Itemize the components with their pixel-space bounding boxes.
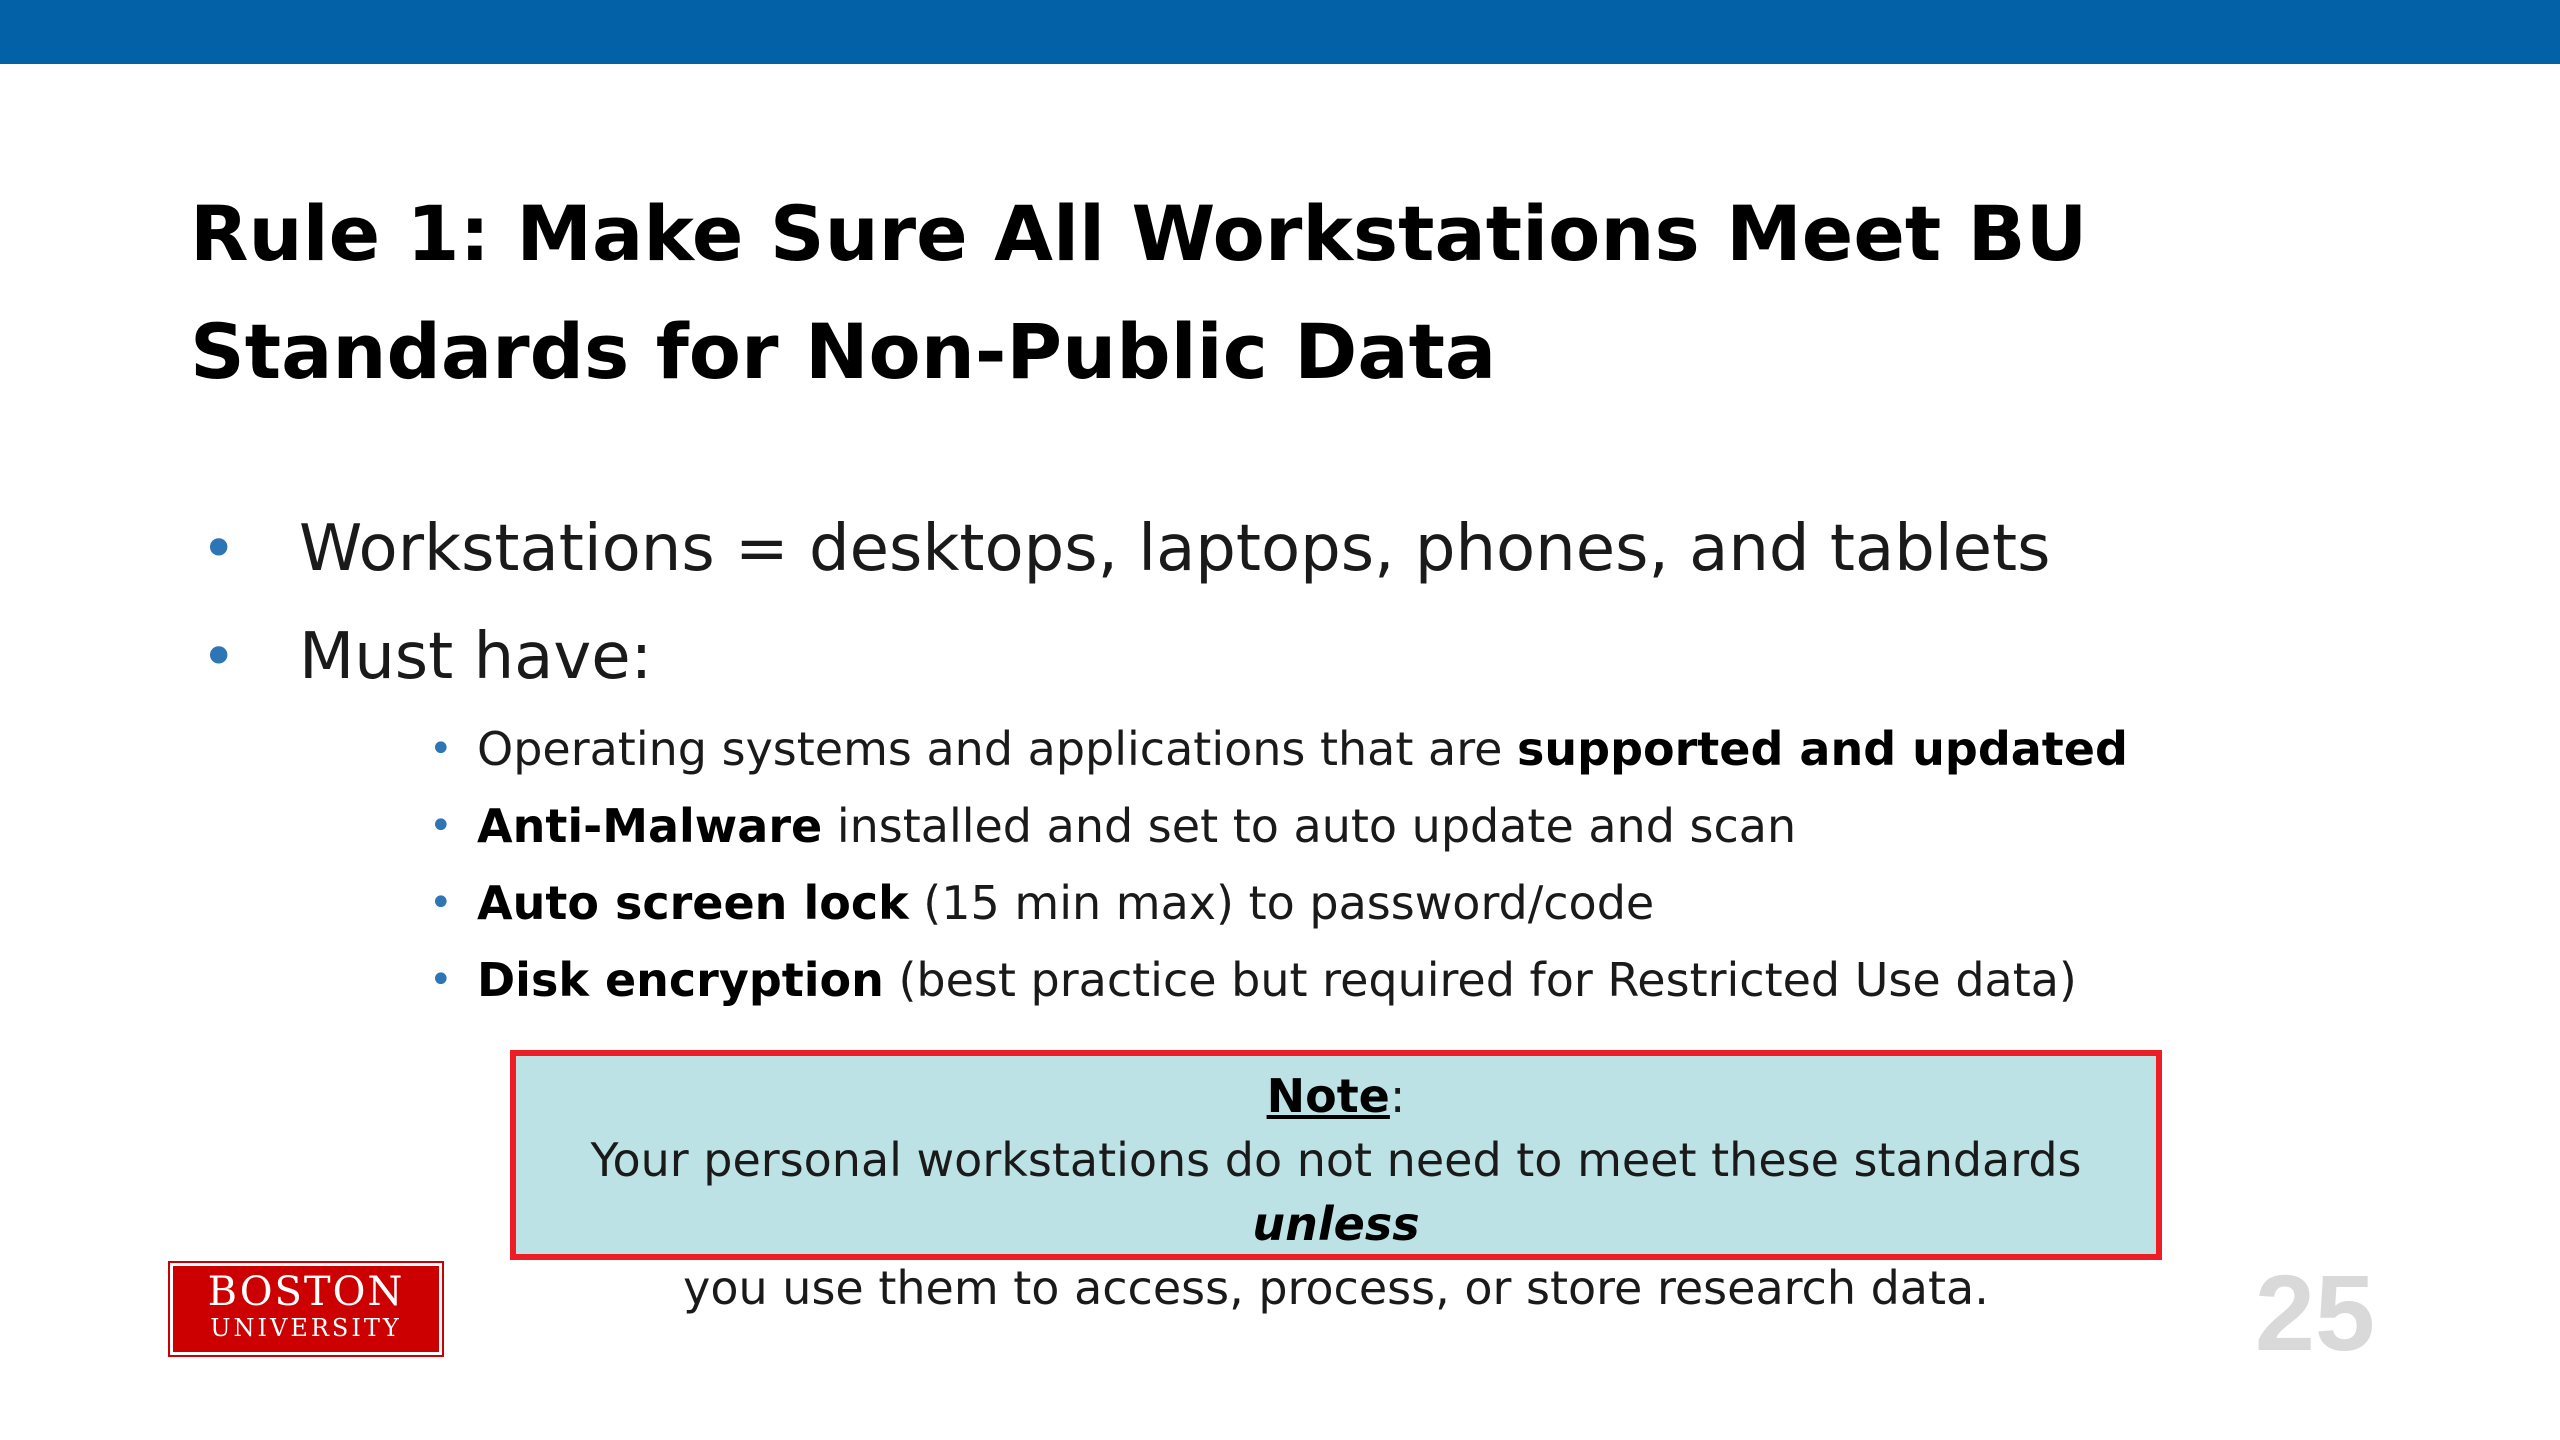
bullet-workstations	[195, 495, 2395, 603]
sub-bullet-bold: Anti-Malware	[477, 799, 823, 853]
bullet-text: Must have:	[299, 620, 653, 694]
note-callout	[510, 1050, 2162, 1315]
note-line-1-text: Your personal workstations do not need to meet these standards	[590, 1133, 2082, 1187]
bullet-must-have	[195, 603, 2395, 1019]
note-heading: Note	[1266, 1069, 1390, 1123]
sub-bullet-bold: Disk encryption	[477, 953, 884, 1007]
note-heading-line	[516, 1064, 2156, 1128]
title-line-2: Standards for Non-Public Data	[190, 307, 1497, 396]
sub-bullet-list	[299, 711, 2395, 1019]
sub-bullet-rest: (15 min max) to password/code	[908, 876, 1655, 930]
bullet-dot-icon: •	[201, 514, 237, 584]
sub-bullet-rest: installed and set to auto update and scan	[822, 799, 1797, 853]
page-number: 25	[2254, 1252, 2375, 1373]
sub-bullet-disk-encryption	[429, 942, 2395, 1019]
sub-bullet-lead: Operating systems and applications that are	[477, 722, 1518, 776]
slide-title	[190, 175, 2290, 411]
sub-bullet-os-updates	[429, 711, 2395, 788]
title-line-1: Rule 1: Make Sure All Workstations Meet BU	[190, 189, 2088, 278]
top-accent-bar	[0, 0, 2560, 64]
sub-bullet-dot-icon: •	[429, 803, 453, 849]
sub-bullet-bold: supported and updated	[1517, 722, 2128, 776]
sub-bullet-dot-icon: •	[429, 726, 453, 772]
logo-line-1: BOSTON	[207, 1269, 405, 1315]
note-line-2: you use them to access, process, or store research data.	[683, 1261, 1989, 1315]
note-heading-suffix: :	[1389, 1069, 1406, 1123]
bullet-text: Workstations = desktops, laptops, phones, and tablets	[299, 512, 2051, 586]
boston-university-logo	[170, 1263, 442, 1355]
sub-bullet-screen-lock	[429, 865, 2395, 942]
logo-line-2: UNIVERSITY	[210, 1314, 402, 1342]
bullet-dot-icon: •	[201, 622, 237, 692]
note-emphasis: unless	[1252, 1197, 1420, 1251]
sub-bullet-anti-malware	[429, 788, 2395, 865]
note-line-1	[516, 1128, 2156, 1256]
bullet-list	[195, 495, 2395, 1019]
sub-bullet-bold: Auto screen lock	[477, 876, 909, 930]
sub-bullet-dot-icon: •	[429, 880, 453, 926]
sub-bullet-rest: (best practice but required for Restricted Use data)	[883, 953, 2077, 1007]
sub-bullet-dot-icon: •	[429, 957, 453, 1003]
